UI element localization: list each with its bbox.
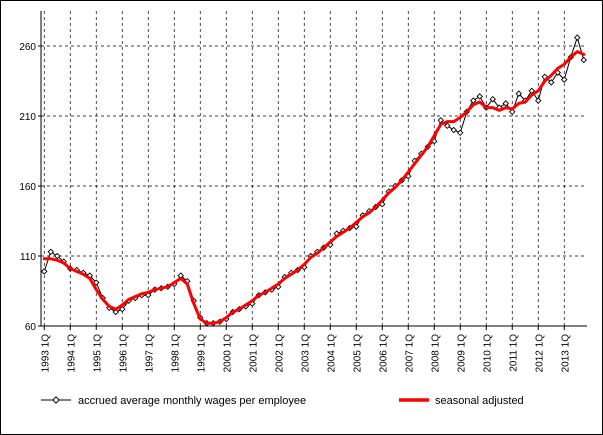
x-axis-tick-label: 2013 1Q <box>560 334 572 373</box>
y-axis-tick-labels <box>19 42 41 333</box>
y-axis-tick-label: 210 <box>19 112 36 123</box>
x-axis-tick-label: 2000 1Q <box>222 334 234 373</box>
wages-line-chart <box>1 1 602 434</box>
x-axis-tick-label: 2012 1Q <box>534 334 546 373</box>
y-axis-tick-label: 160 <box>19 182 36 193</box>
legend-marker-accrued <box>53 397 59 403</box>
x-axis-tick-label: 2004 1Q <box>326 334 338 373</box>
x-axis-tick-label: 2006 1Q <box>378 334 390 373</box>
x-axis-tick-label: 2001 1Q <box>248 334 260 373</box>
x-axis-tick-label: 2002 1Q <box>274 334 286 373</box>
x-axis-tick-label: 2003 1Q <box>300 334 312 373</box>
y-axis-tick-label: 110 <box>20 252 36 263</box>
x-axis-tick-label: 1995 1Q <box>92 334 104 373</box>
x-axis-tick-label: 1994 1Q <box>66 334 78 373</box>
x-axis-tick-label: 2011 1Q <box>508 334 520 372</box>
x-axis-tick-label: 1996 1Q <box>118 334 130 373</box>
plot-background <box>41 11 587 326</box>
x-axis-tick-label: 2009 1Q <box>456 334 468 373</box>
x-axis-tick-label: 2008 1Q <box>430 334 442 373</box>
y-axis-tick-label: 60 <box>24 322 36 333</box>
chart-legend <box>5 395 524 407</box>
x-axis-tick-label: 2005 1Q <box>352 334 364 373</box>
x-axis-tick-label: 1999 1Q <box>196 334 208 373</box>
legend-label-seasonal-adjusted: seasonal adjusted <box>435 395 524 407</box>
y-axis-tick-label: 260 <box>19 42 36 53</box>
x-axis-tick-label: 1997 1Q <box>144 334 156 373</box>
x-axis-tick-label: 1998 1Q <box>170 334 182 373</box>
x-axis-tick-labels <box>40 326 571 372</box>
x-axis-tick-label: 2007 1Q <box>404 334 416 373</box>
x-axis-tick-label: 2010 1Q <box>482 334 494 373</box>
x-axis-tick-label: 1993 1Q <box>40 334 52 373</box>
legend-label-accrued: accrued average monthly wages per employee <box>78 395 307 407</box>
